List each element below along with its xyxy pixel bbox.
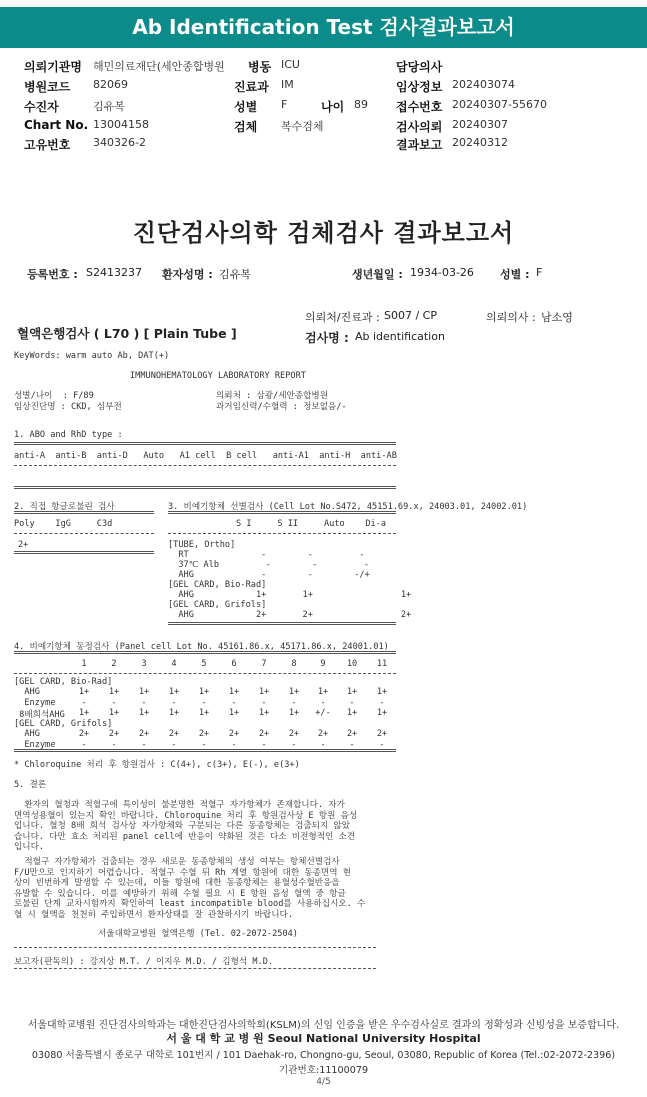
panel-cell: 1+	[168, 708, 180, 718]
header-label: 병원코드	[24, 80, 71, 94]
panel-row-label: Enzyme	[14, 740, 56, 750]
header-value: 13004158	[93, 118, 149, 131]
panel-cell: 2+	[317, 729, 329, 739]
test-name: 혈액은행검사 ( L70 ) [ Plain Tube ]	[17, 326, 237, 341]
panel-cell: 1+	[228, 687, 240, 697]
panel-cell: 1+	[198, 687, 210, 697]
dat-value: 2+	[18, 540, 29, 550]
panel-row-label: AHG	[14, 729, 40, 739]
dept-value: S007 / CP	[384, 309, 437, 322]
panel-cell: 1+	[198, 708, 210, 718]
panel-cell: -	[81, 740, 87, 750]
footer-address: 03080 서울특별시 종로구 대학로 101번지 / 101 Daehak-ro, Chongno-gu, Seoul, 03080, Republic of Korea (Tel.:02-2072-2396)	[31, 1050, 616, 1061]
panel-cell: 1+	[288, 687, 300, 697]
panel-cell: 2+	[228, 729, 240, 739]
header-label: 담당의사	[396, 60, 443, 74]
conclusion-line: 상이 빈번하게 발생할 수 있는데, 이들 항원에 대한 동종항체는 용혈성수혈반응을	[14, 878, 340, 888]
panel-cell: -	[141, 698, 147, 708]
panel-column-header: 9	[320, 659, 326, 669]
header-label: 임상정보	[396, 80, 443, 94]
divider	[14, 673, 396, 674]
panel-column-header: 4	[171, 659, 177, 669]
panel-cell: -	[379, 740, 385, 750]
conclusion-line: 습니다. 다만 효소 처리된 panel cell에 반응이 약화된 것은 다소 비전형적인 소견	[14, 831, 356, 842]
panel-cell: -	[81, 698, 87, 708]
panel-cell: 1+	[346, 708, 358, 718]
conclusion-line: 면역성용혈이 있는지 확인 바랍니다. Chloroquine 처리 후 항원검사상 E 항원 음성	[14, 810, 358, 821]
screen-line: AHG 1+ 1+ 1+	[168, 590, 412, 600]
age-label: 나이	[321, 100, 345, 114]
page-number: 4/5	[316, 1077, 331, 1087]
header-value: 복수검체	[281, 120, 324, 133]
header-label: 검체	[234, 120, 258, 134]
doctor-label: 의뢰의사 :	[486, 311, 536, 324]
abo-header: anti-A anti-B anti-D Auto A1 cell B cell anti-A1 anti-H anti-AB	[14, 451, 397, 461]
panel-cell: 2+	[198, 729, 210, 739]
conclusion-line: 환자의 혈청과 적혈구에 특이성이 불분명한 적혈구 자가항체가 존재합니다. 자가	[14, 800, 345, 810]
dob-value: 1934-03-26	[410, 266, 474, 279]
divider	[14, 968, 376, 969]
divider	[14, 651, 396, 654]
divider	[168, 533, 396, 534]
header-label: 성별	[234, 100, 258, 114]
panel-cell: -	[291, 698, 297, 708]
panel-cell: 2+	[376, 729, 388, 739]
panel-column-header: 10	[346, 659, 358, 669]
header-label: 결과보고	[396, 138, 443, 152]
reg-value: S2413237	[86, 266, 142, 279]
panel-cell: -	[231, 740, 237, 750]
panel-row-label: [GEL CARD, Grifols]	[14, 719, 113, 729]
dat-header: Poly IgG C3d	[14, 519, 113, 529]
header-value: 김유복	[93, 100, 125, 113]
divider	[14, 486, 396, 489]
panel-cell: 1+	[78, 687, 90, 697]
panel-cell: -	[201, 740, 207, 750]
panel-cell: 2+	[138, 729, 150, 739]
header-value: 202403074	[452, 78, 515, 91]
panel-cell: -	[349, 698, 355, 708]
panel-cell: -	[379, 698, 385, 708]
exam-value: Ab identification	[355, 330, 445, 343]
panel-row-label: [GEL CARD, Bio-Rad]	[14, 677, 113, 687]
section1-title: 1. ABO and RhD type :	[14, 430, 123, 440]
signature: 서울대학교병원 혈액은행 (Tel. 02-2072-2504)	[98, 929, 298, 939]
keywords: KeyWords: warm auto Ab, DAT(+)	[14, 351, 170, 361]
panel-column-header: 6	[231, 659, 237, 669]
divider	[14, 533, 154, 534]
header-label: 검사의뢰	[396, 120, 443, 134]
panel-cell: -	[201, 698, 207, 708]
divider	[14, 511, 154, 514]
panel-row-label: Enzyme	[14, 698, 56, 708]
panel-cell: -	[111, 698, 117, 708]
screen-line: [GEL CARD, Bio-Rad]	[168, 580, 267, 590]
info-diagnosis: 임상진단명 : CKD, 심부전	[14, 402, 122, 412]
chloroquine-result: * Chloroquine 처리 후 항원검사 : C(4+), c(3+), E(-), e(3+)	[14, 760, 300, 770]
header-value: 20240312	[452, 136, 508, 149]
panel-cell: -	[320, 740, 326, 750]
panel-column-header: 8	[291, 659, 297, 669]
doctor-value: 남소영	[541, 311, 573, 324]
dob-label: 생년월일 :	[352, 268, 403, 281]
panel-cell: 1+	[228, 708, 240, 718]
panel-cell: 2+	[168, 729, 180, 739]
panel-cell: 1+	[108, 687, 120, 697]
panel-cell: -	[171, 698, 177, 708]
section2-title: 2. 직접 항글로불린 검사	[14, 502, 115, 512]
section5-title: 5. 결론	[14, 780, 47, 790]
screen-line: [GEL CARD, Grifols]	[168, 600, 267, 610]
panel-cell: 1+	[317, 687, 329, 697]
panel-cell: 2+	[346, 729, 358, 739]
screen-line: RT - - -	[168, 550, 365, 560]
panel-cell: -	[111, 740, 117, 750]
panel-cell: 1+	[258, 687, 270, 697]
conclusion-line: F/U만으로 인지하기 어렵습니다. 적혈구 수혈 뒤 Rh 계열 항원에 대한 동종면역 현	[14, 867, 352, 878]
panel-row-label: 8배희석AHG	[14, 710, 65, 720]
screen-header: S I S II Auto Di-a	[236, 519, 387, 529]
panel-cell: 1+	[346, 687, 358, 697]
panel-cell: 1+	[376, 708, 388, 718]
age-value: 89	[354, 98, 368, 111]
panel-cell: 1+	[138, 687, 150, 697]
panel-cell: 1+	[108, 708, 120, 718]
panel-column-header: 1	[81, 659, 87, 669]
screen-line: 37℃ Alb - - -	[168, 560, 370, 570]
info-history: 과거임신력/수혈력 : 정보없음/-	[216, 402, 347, 412]
panel-cell: +/-	[315, 708, 331, 718]
header-value: 20240307	[452, 118, 508, 131]
panel-column-header: 2	[111, 659, 117, 669]
divider	[14, 749, 396, 752]
reg-label: 등록번호 :	[27, 268, 78, 281]
info-sex-age: 성별/나이 : F/89	[14, 391, 94, 401]
panel-row-label: AHG	[14, 687, 40, 697]
dept-label: 의뢰처/진료과 :	[305, 311, 380, 324]
conclusion-line: 로불린 단계 교차시험까지 확인하여 least incompatible blood를 사용하십시오. 수	[14, 899, 366, 909]
sex-label: 성별 :	[500, 268, 530, 281]
panel-cell: 2+	[108, 729, 120, 739]
section4-title: 4. 비예기항체 동정검사 (Panel cell Lot No. 45161.86.x, 45171.86.x, 24001.01)	[14, 642, 389, 652]
conclusion-line: 입니다. 혈청 8배 희석 검사상 자가항체와 구분되는 다른 동종항체는 검출되지 않았	[14, 821, 351, 831]
section3-title: 3. 비예기항체 선별검사 (Cell Lot No.S472, 45151.69.x, 24003.01, 24002.01)	[168, 502, 528, 512]
header-label: Chart No.	[24, 118, 89, 132]
header-value: 82069	[93, 78, 128, 91]
exam-label: 검사명 :	[305, 331, 349, 345]
banner-title: Ab Identification Test 검사결과보고서	[132, 15, 515, 39]
panel-cell: 2+	[258, 729, 270, 739]
panel-cell: -	[231, 698, 237, 708]
panel-column-header: 7	[261, 659, 267, 669]
conclusion-line: 혈 시 혈액을 천천히 주입하면서 환자상태를 잘 관찰하시기 바랍니다.	[14, 909, 294, 920]
footer-hospital: 서 울 대 학 교 병 원 Seoul National University Hospital	[166, 1032, 481, 1045]
conclusion-line: 입니다.	[14, 842, 45, 852]
lab-title: IMMUNOHEMATOLOGY LABORATORY REPORT	[130, 371, 306, 381]
header-label: 병동	[248, 60, 272, 74]
header-label: 고유번호	[24, 138, 71, 152]
header-value: 340326-2	[93, 136, 146, 149]
name-label: 환자성명 :	[162, 268, 213, 281]
header-label: 수진자	[24, 100, 59, 114]
panel-cell: -	[291, 740, 297, 750]
divider	[14, 551, 154, 554]
panel-cell: 2+	[288, 729, 300, 739]
name-value: 김유복	[219, 268, 251, 281]
panel-cell: 1+	[78, 708, 90, 718]
panel-cell: -	[349, 740, 355, 750]
conclusion-line: 적혈구 자가항체가 검출되는 경우 새로운 동종항체의 생성 여부는 항체선별검사	[14, 857, 340, 867]
panel-column-header: 11	[376, 659, 388, 669]
panel-cell: 1+	[376, 687, 388, 697]
divider	[168, 622, 396, 625]
info-referrer: 의뢰처 : 삼광/세안종합병원	[216, 391, 329, 401]
footer-org-no: 기관번호:11100079	[278, 1065, 369, 1076]
panel-cell: -	[141, 740, 147, 750]
panel-cell: 2+	[78, 729, 90, 739]
panel-column-header: 3	[141, 659, 147, 669]
reporter: 보고자(판독의) : 강지상 M.T. / 이지우 M.D. / 김형석 M.D.	[14, 957, 274, 967]
panel-cell: -	[261, 698, 267, 708]
divider	[168, 511, 396, 514]
divider	[14, 947, 376, 948]
panel-cell: 1+	[288, 708, 300, 718]
divider	[14, 442, 396, 445]
header-label: 의뢰기관명	[24, 60, 82, 74]
panel-column-header: 5	[201, 659, 207, 669]
header-value: IM	[281, 78, 294, 91]
report-title: 진단검사의학 검체검사 결과보고서	[132, 219, 515, 247]
panel-cell: 1+	[138, 708, 150, 718]
screen-line: AHG 2+ 2+ 2+	[168, 610, 412, 620]
screen-line: [TUBE, Ortho]	[168, 540, 236, 550]
header-value: 20240307-55670	[452, 98, 547, 111]
header-value: 해민의료재단(세안종합병원	[93, 60, 225, 73]
header-label: 접수번호	[396, 100, 443, 114]
panel-cell: -	[261, 740, 267, 750]
sex-value: F	[536, 266, 543, 279]
panel-cell: -	[320, 698, 326, 708]
divider	[14, 465, 396, 466]
footer-certification: 서울대학교병원 진단검사의학과는 대한진단검사의학회(KSLM)의 신임 인증을 받은 우수검사실로 결과의 정확성과 신빙성을 보증합니다.	[27, 1020, 620, 1031]
header-value: ICU	[281, 58, 300, 71]
panel-cell: -	[171, 740, 177, 750]
screen-line: AHG - - -/+	[168, 570, 370, 580]
header-value: F	[281, 98, 288, 111]
header-label: 진료과	[234, 80, 269, 94]
panel-cell: 1+	[168, 687, 180, 697]
conclusion-line: 유발할 수 있습니다. 이를 예방하기 위해 수혈 필요 시 E 항원 음성 혈액 중 항글	[14, 888, 346, 899]
panel-cell: 1+	[258, 708, 270, 718]
